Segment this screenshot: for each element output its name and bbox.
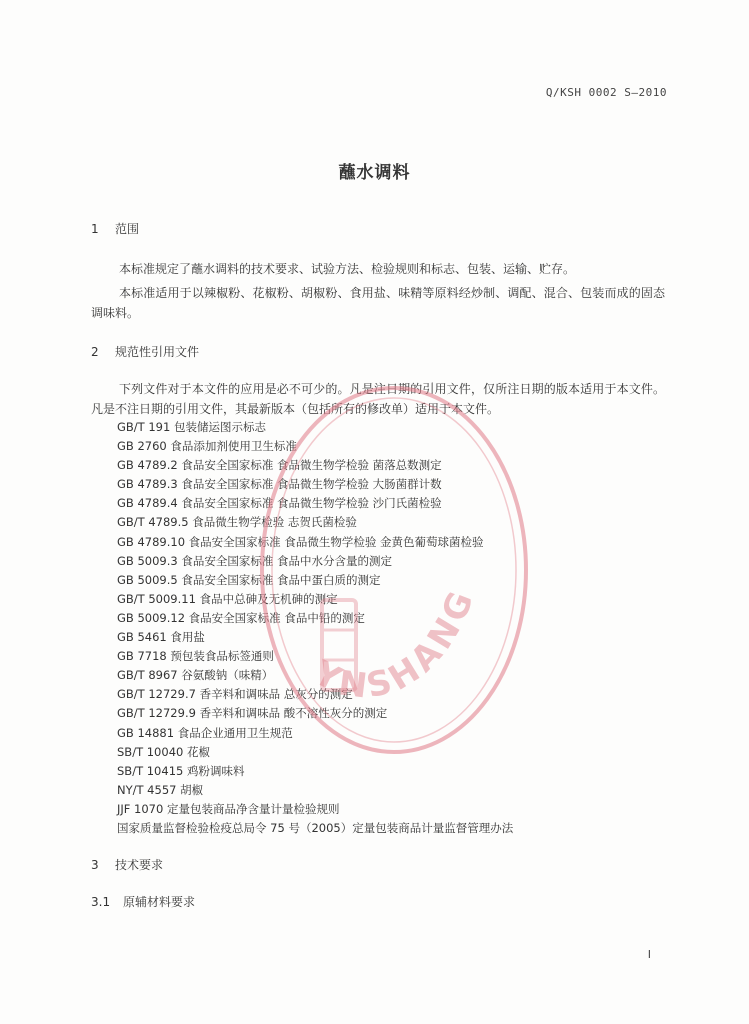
section-1-number: 1 <box>91 222 99 236</box>
section-2-para: 下列文件对于本文件的应用是必不可少的。凡是注日期的引用文件，仅所注日期的版本适用于本文件。凡是不注日期的引用文件，其最新版本（包括所有的修改单）适用于本文件。 <box>91 382 665 416</box>
reference-item: GB 7718 预包装食品标签通则 <box>117 649 274 664</box>
reference-item: NY/T 4557 胡椒 <box>117 782 204 797</box>
section-2-title: 规范性引用文件 <box>115 345 200 359</box>
reference-item: GB 4789.10 食品安全国家标准 食品微生物学检验 金黄色葡萄球菌检验 <box>117 534 484 549</box>
section-3-number: 3 <box>91 858 99 872</box>
section-2-heading <box>91 343 199 360</box>
reference-item: JJF 1070 定量包装商品净含量计量检验规则 <box>117 801 340 816</box>
reference-item: GB 5461 食用盐 <box>117 630 205 645</box>
page-number: I <box>647 948 651 961</box>
reference-item: GB 4789.4 食品安全国家标准 食品微生物学检验 沙门氏菌检验 <box>117 496 442 511</box>
reference-item: GB/T 191 包装储运图示标志 <box>117 420 266 434</box>
reference-list <box>117 418 513 838</box>
reference-item: GB/T 12729.9 香辛料和调味品 酸不溶性灰分的测定 <box>117 706 388 721</box>
reference-item: GB/T 5009.11 食品中总砷及无机砷的测定 <box>117 591 338 606</box>
section-1-para-2: 本标准适用于以辣椒粉、花椒粉、胡椒粉、食用盐、味精等原料经炒制、调配、混合、包装而成的固态调味料。 <box>91 286 665 320</box>
reference-item: GB 5009.3 食品安全国家标准 食品中水分含量的测定 <box>117 553 393 568</box>
reference-item: GB/T 8967 谷氨酸钠（味精） <box>117 668 274 683</box>
section-2-number: 2 <box>91 345 99 359</box>
reference-item: GB 5009.12 食品安全国家标准 食品中铅的测定 <box>117 610 365 625</box>
section-3-1-title: 原辅材料要求 <box>123 895 196 909</box>
reference-item: GB 14881 食品企业通用卫生规范 <box>117 725 293 740</box>
reference-item: 国家质量监督检验检疫总局令 75 号（2005）定量包装商品计量监督管理办法 <box>117 820 514 835</box>
reference-item: GB 4789.3 食品安全国家标准 食品微生物学检验 大肠菌群计数 <box>117 477 442 492</box>
section-3-heading <box>91 856 163 873</box>
section-1-title: 范围 <box>115 222 140 236</box>
section-1-heading <box>91 220 139 237</box>
reference-item: GB 5009.5 食品安全国家标准 食品中蛋白质的测定 <box>117 572 381 587</box>
section-3-1-heading <box>91 893 195 910</box>
document-title: 蘸水调料 <box>338 163 411 183</box>
section-1-para-1: 本标准规定了蘸水调料的技术要求、试验方法、检验规则和标志、包装、运输、贮存。 <box>119 262 576 276</box>
reference-item: SB/T 10040 花椒 <box>117 744 210 759</box>
reference-item: GB 2760 食品添加剂使用卫生标准 <box>117 439 297 454</box>
reference-item: GB/T 12729.7 香辛料和调味品 总灰分的测定 <box>117 687 353 702</box>
reference-item: SB/T 10415 鸡粉调味料 <box>117 763 245 778</box>
reference-item: GB/T 4789.5 食品微生物学检验 志贺氏菌检验 <box>117 515 357 530</box>
document-number: Q/KSH 0002 S—2010 <box>545 86 667 99</box>
section-3-1-number: 3.1 <box>91 895 111 909</box>
reference-item: GB 4789.2 食品安全国家标准 食品微生物学检验 菌落总数测定 <box>117 458 442 473</box>
section-3-title: 技术要求 <box>115 858 164 872</box>
seal-text: YNSHANG <box>307 582 484 707</box>
